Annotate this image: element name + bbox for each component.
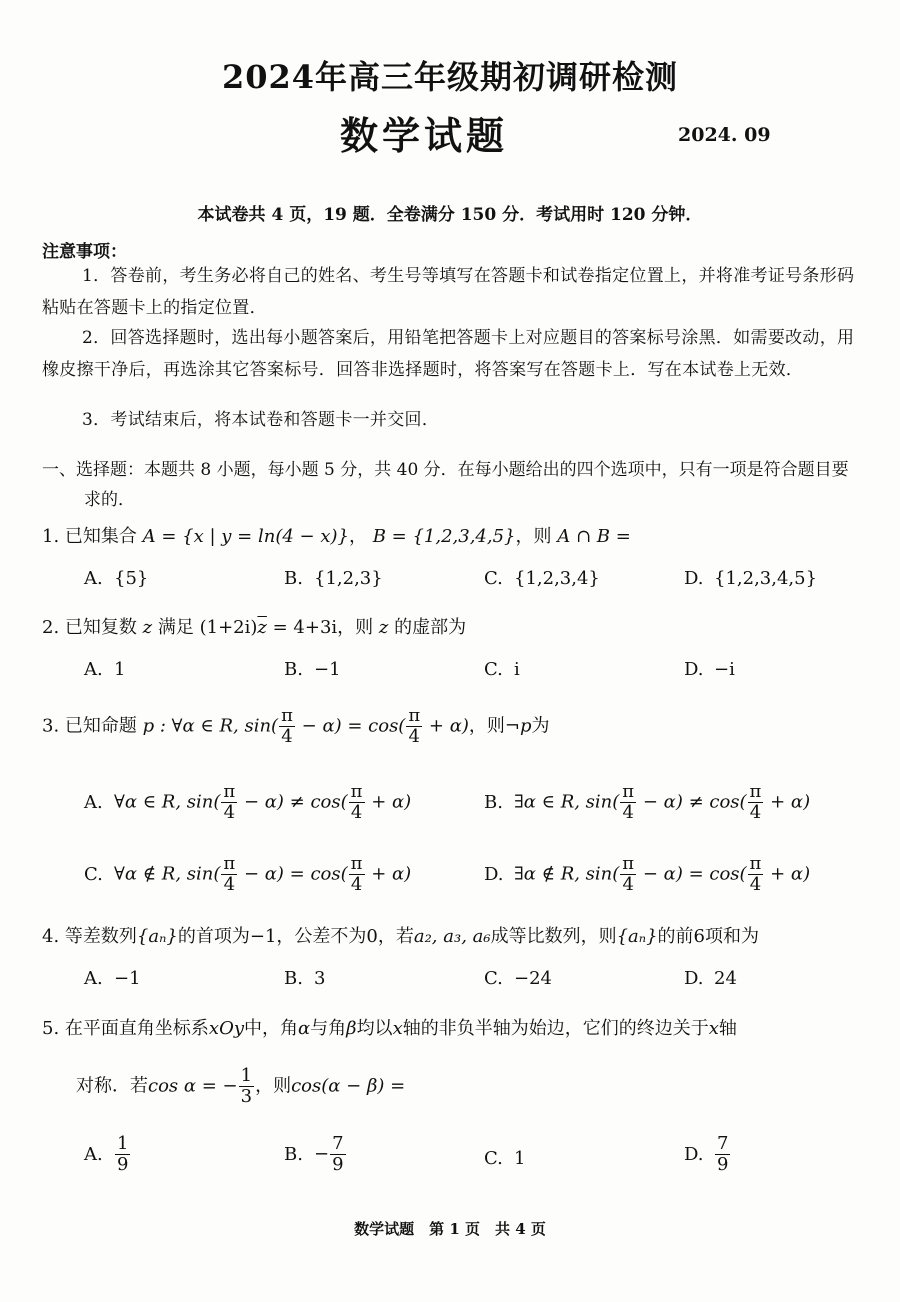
option-a: A. ∀α ∈ R, sin( $\frac{\pi}{4}$ − α) ≠ cos( $\frac{\pi}{4}$ + α) — [84, 781, 412, 823]
option-c — [484, 968, 552, 989]
question-text: ， — [348, 526, 367, 547]
option-c — [484, 659, 520, 680]
option-c — [484, 568, 600, 589]
question-text: ，则 — [255, 1075, 292, 1097]
question-text: 的首项为 — [177, 926, 250, 947]
fraction: $\frac{1}{3}$ — [240, 1065, 253, 1107]
note-item: 1．答卷前，考生务必将自己的姓名、考生号等填写在答题卡和试卷指定位置上，并将准考证号条形码粘贴在答题卡上的指定位置． — [42, 266, 855, 318]
math-expr: α — [298, 1018, 311, 1039]
option-label: B. — [284, 968, 303, 989]
math-expr: − α) = cos( — [295, 715, 406, 737]
question-number: 4. — [42, 926, 60, 947]
question-5-line2 — [76, 1066, 405, 1107]
exam-date: 2024. 09 — [678, 124, 771, 146]
question-number: 1. — [42, 526, 60, 547]
question-text: ，则 — [337, 617, 374, 638]
question-number: 3. — [42, 715, 60, 737]
option-label: C. — [484, 568, 503, 589]
question-text: ，则 — [468, 715, 505, 737]
question-5 — [42, 1014, 737, 1040]
math-expr: {aₙ} — [616, 926, 658, 947]
question-number: 2. — [42, 617, 60, 638]
option-text: 24 — [714, 968, 737, 989]
question-text: 轴的非负半轴为始边，它们的终边关于 — [402, 1018, 709, 1039]
question-text: 中，角 — [244, 1018, 298, 1039]
option-d — [684, 968, 737, 989]
option-label: C. — [484, 659, 503, 680]
option-label: A. — [84, 968, 103, 989]
option-label: B. — [484, 791, 503, 813]
question-text: 满足 — [157, 617, 194, 638]
question-text: ，若 — [377, 926, 414, 947]
option-text: i — [514, 659, 520, 680]
page-footer: 数学试题 第 1 页 共 4 页 — [354, 1220, 546, 1238]
math-expr: (1+2i) — [199, 617, 258, 638]
option-b — [284, 568, 383, 589]
option-text: −1 — [314, 659, 341, 680]
question-number: 5. — [42, 1018, 60, 1039]
question-text: 的前 — [657, 926, 694, 947]
math-expr: β — [346, 1018, 357, 1039]
question-text: 为 — [531, 715, 550, 737]
question-text: 已知命题 — [64, 715, 137, 737]
option-text: −1 — [114, 968, 141, 989]
question-2 — [42, 613, 466, 639]
exam-title: 2024年高三年级期初调研检测 — [221, 58, 679, 96]
math-expr: p : ∀α ∈ R, sin( — [142, 715, 279, 737]
math-expr: −1 — [249, 926, 277, 947]
option-a: A. $\frac{1}{9}$ — [84, 1133, 129, 1175]
math-expr: 6 — [693, 926, 705, 947]
option-label: B. — [284, 659, 303, 680]
question-text: 对称．若 — [76, 1075, 148, 1097]
subject-title: 数学试题 — [340, 113, 509, 158]
math-expr: A = {x | y = ln(4 − x)} — [142, 526, 349, 547]
question-text: 与角 — [310, 1018, 347, 1039]
option-text: {1,2,3} — [314, 568, 383, 589]
option-text: −24 — [514, 968, 552, 989]
question-1 — [42, 522, 631, 548]
question-text: 成等比数列，则 — [490, 926, 617, 947]
exam-info: 本试卷共 4 页，19 题．全卷满分 150 分．考试用时 120 分钟． — [197, 205, 703, 225]
math-expr: a₂, a₃, a₆ — [413, 926, 491, 947]
option-label: B. — [284, 568, 303, 589]
option-label: A. — [84, 791, 103, 813]
section-heading: 一、选择题：本题共 8 小题，每小题 5 分，共 40 分．在每小题给出的四个选项中，只有一项是符合题目要求的． — [42, 460, 849, 510]
fraction: $\frac{\pi}{4}$ — [408, 705, 421, 747]
math-expr: cos(α − β) = — [291, 1075, 406, 1097]
note-item: 2．回答选择题时，选出每小题答案后，用铅笔把答题卡上对应题目的答案标号涂黑．如需要改动，用橡皮擦干净后，再选涂其它答案标号．回答非选择题时，将答案写在答题卡上．写在本试卷上无效． — [42, 328, 855, 380]
option-text: {5} — [114, 568, 149, 589]
question-text: 轴 — [718, 1018, 737, 1039]
option-b — [284, 659, 341, 680]
option-label: D. — [684, 659, 704, 680]
option-b: B. ∃α ∈ R, sin( $\frac{\pi}{4}$ − α) ≠ cos( $\frac{\pi}{4}$ + α) — [484, 781, 811, 823]
option-label: D. — [684, 1143, 704, 1165]
question-text: 的虚部为 — [394, 617, 467, 638]
option-text: 3 — [314, 968, 326, 989]
option-d: D. $\frac{7}{9}$ — [684, 1133, 729, 1175]
option-a — [84, 968, 141, 989]
note-item: 3．考试结束后，将本试卷和答题卡一并交回． — [82, 410, 440, 430]
option-a — [84, 568, 148, 589]
notes-heading: 注意事项： — [42, 242, 127, 262]
math-expr: ¬p — [504, 715, 532, 737]
option-label: A. — [84, 1143, 103, 1165]
option-text: {1,2,3,4} — [514, 568, 600, 589]
option-c: C. ∀α ∉ R, sin( $\frac{\pi}{4}$ − α) = cos( $\frac{\pi}{4}$ + α) — [84, 853, 412, 895]
option-d: D. ∃α ∉ R, sin( $\frac{\pi}{4}$ − α) = cos( $\frac{\pi}{4}$ + α) — [484, 853, 811, 895]
option-text: 1 — [114, 659, 126, 680]
question-text: 已知集合 — [64, 526, 137, 547]
math-expr: = 4+3i — [266, 617, 338, 638]
math-expr: A ∩ B = — [557, 526, 631, 547]
question-4 — [42, 922, 759, 948]
math-expr: + α) — [423, 715, 469, 737]
option-d — [684, 659, 735, 680]
option-d — [684, 568, 817, 589]
question-text: 项和为 — [704, 926, 759, 947]
fraction: $\frac{\pi}{4}$ — [281, 705, 293, 747]
option-label: C. — [484, 968, 503, 989]
option-label: A. — [84, 659, 103, 680]
math-expr: {aₙ} — [136, 926, 178, 947]
question-text: ，公差不为 — [276, 926, 367, 947]
math-expr: cos α = − — [148, 1075, 238, 1097]
question-text: 已知复数 — [64, 617, 137, 638]
math-expr: z — [378, 617, 389, 638]
option-label: D. — [484, 863, 504, 885]
option-c — [484, 1148, 525, 1169]
option-b — [284, 968, 325, 989]
option-label: D. — [684, 568, 704, 589]
math-expr: x — [392, 1018, 403, 1039]
option-b: B. − $\frac{7}{9}$ — [284, 1133, 344, 1175]
math-expr: z — [142, 617, 153, 638]
option-label: B. — [284, 1143, 303, 1165]
question-3 — [42, 706, 549, 747]
math-expr: $\overline{z}$ — [257, 617, 267, 638]
question-text: 均以 — [356, 1018, 393, 1039]
question-text: 在平面直角坐标系 — [64, 1018, 209, 1039]
question-text: ，则 — [515, 526, 552, 547]
option-label: C. — [484, 1148, 503, 1169]
question-text: 等差数列 — [64, 926, 137, 947]
math-expr: xOy — [208, 1018, 244, 1039]
math-expr: 0 — [366, 926, 378, 947]
option-text: 1 — [514, 1148, 526, 1169]
option-label: D. — [684, 968, 704, 989]
math-expr: B = {1,2,3,4,5} — [372, 526, 516, 547]
option-text: −i — [714, 659, 735, 680]
option-label: A. — [84, 568, 103, 589]
option-label: C. — [84, 863, 103, 885]
option-text: {1,2,3,4,5} — [714, 568, 818, 589]
math-expr: x — [708, 1018, 719, 1039]
option-a — [84, 659, 125, 680]
